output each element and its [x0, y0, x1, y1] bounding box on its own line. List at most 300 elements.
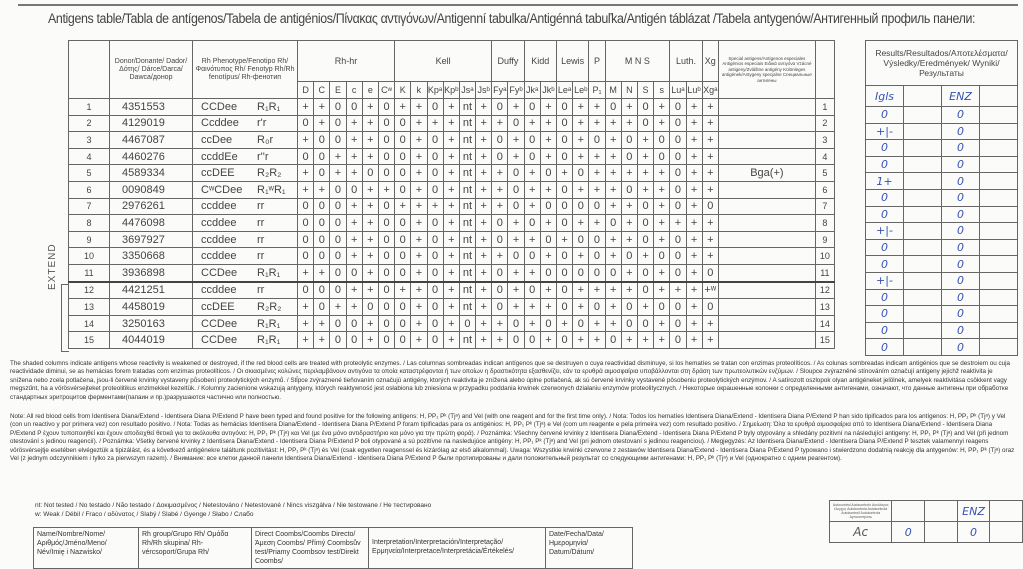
result-cell[interactable]	[904, 223, 942, 240]
antigen-value: 0	[508, 115, 524, 132]
result-cell[interactable]	[904, 239, 942, 256]
row-index: 8	[815, 215, 834, 232]
antigen-value: +	[362, 181, 378, 198]
result-cell[interactable]: 0	[866, 140, 904, 157]
antigen-value: +	[492, 198, 508, 215]
antigen-value: 0	[427, 299, 443, 316]
row-index: 15	[815, 332, 834, 349]
antigen-value: +	[557, 315, 573, 332]
antigen-value: 0	[395, 132, 411, 149]
antigen-value: 0	[508, 248, 524, 265]
special-antigen	[718, 282, 815, 299]
result-cell[interactable]	[904, 206, 942, 223]
results-column-label[interactable]: ENZ	[942, 86, 980, 107]
antigen-value: +	[476, 99, 492, 116]
antigen-value: 0	[378, 165, 394, 182]
antigen-value: +	[411, 299, 427, 316]
result-cell[interactable]: 0	[866, 256, 904, 273]
antigen-value: +	[427, 198, 443, 215]
result-cell[interactable]	[980, 140, 1018, 157]
results-table	[865, 40, 1018, 356]
donor-row	[69, 231, 835, 248]
antigen-value: 0	[378, 332, 394, 349]
row-number: 1	[69, 99, 110, 116]
results-column-label[interactable]	[980, 86, 1018, 107]
antigen-value: 0	[378, 148, 394, 165]
result-cell[interactable]: 0	[942, 322, 980, 339]
antigen-value: +	[476, 198, 492, 215]
autocontrol-label: Autocontrol Autocontrolo Αυτόλογος έλεγχος Autokontrola Autokontrola Autokontroll Autokontrola Аутоконтроль	[830, 501, 892, 522]
antigen-value: +	[702, 315, 718, 332]
result-cell[interactable]: 0	[942, 272, 980, 289]
antigen-value: +	[621, 282, 637, 299]
antigen-value: +	[654, 282, 670, 299]
antigen-value: 0	[427, 148, 443, 165]
antigen-value: 0	[395, 181, 411, 198]
antigen-value: +	[443, 115, 459, 132]
result-cell[interactable]: 0	[942, 339, 980, 356]
antigen-value: +	[508, 215, 524, 232]
antigen-value: +	[686, 181, 702, 198]
donor-id: 3350668	[110, 248, 193, 265]
antigen-value: nt	[459, 264, 475, 281]
antigen-value: 0	[557, 264, 573, 281]
result-cell[interactable]: 0	[942, 223, 980, 240]
antigen-value: 0	[670, 299, 686, 316]
antigen-value: +	[686, 198, 702, 215]
rh-phenotype-short: R₀r	[257, 132, 298, 149]
antigen-value: +	[605, 231, 621, 248]
rh-phenotype-short: rr	[257, 215, 298, 232]
antigen-value: 0	[670, 181, 686, 198]
results-row	[866, 156, 1018, 173]
antigen-value: 0	[378, 198, 394, 215]
result-cell[interactable]	[904, 123, 942, 140]
antigen-value: +	[573, 99, 589, 116]
result-cell[interactable]	[904, 272, 942, 289]
rh-phenotype: ccDEE	[193, 165, 258, 182]
antigen-value: +	[573, 115, 589, 132]
antigen-value: 0	[605, 332, 621, 349]
result-cell[interactable]: 0	[866, 206, 904, 223]
antigen-value: +	[702, 165, 718, 182]
donor-id: 3250163	[110, 315, 193, 332]
antigen-value: +	[637, 332, 653, 349]
rh-phenotype-short: rr	[257, 198, 298, 215]
antigen-value: +	[346, 115, 362, 132]
rh-phenotype: ccddee	[193, 282, 258, 299]
antigen-header: Luᵇ	[686, 82, 702, 99]
antigen-value: +	[395, 198, 411, 215]
antigen-value: +	[589, 148, 605, 165]
antigen-value: +	[686, 165, 702, 182]
antigen-value: +	[346, 231, 362, 248]
donor-row	[69, 181, 835, 198]
result-cell[interactable]: 1+	[866, 173, 904, 190]
row-number: 15	[69, 332, 110, 349]
antigen-value: 0	[573, 264, 589, 281]
antigen-value: +	[362, 231, 378, 248]
antigen-value: +	[476, 148, 492, 165]
result-cell[interactable]: 0	[866, 107, 904, 124]
result-cell[interactable]	[980, 322, 1018, 339]
results-row	[866, 206, 1018, 223]
row-index: 10	[815, 248, 834, 265]
antigen-value: 0	[395, 231, 411, 248]
results-row	[866, 339, 1018, 356]
antigen-value: 0	[492, 264, 508, 281]
antigen-value: +	[508, 99, 524, 116]
antigen-value: +	[508, 231, 524, 248]
antigen-value: +	[476, 115, 492, 132]
result-cell[interactable]: 0	[942, 289, 980, 306]
antigen-value: nt	[459, 282, 475, 299]
antigen-value: 0	[378, 231, 394, 248]
date-field[interactable]: Date/Fecha/Data/ Ημερομηνία/ Datum/Dátum/	[546, 528, 633, 569]
antigen-value: 0	[314, 215, 330, 232]
result-cell[interactable]	[980, 173, 1018, 190]
special-antigen	[718, 99, 815, 116]
antigen-value: +	[605, 181, 621, 198]
antigen-value: 0	[427, 315, 443, 332]
result-cell[interactable]	[980, 289, 1018, 306]
special-antigen	[718, 315, 815, 332]
antigen-value: +	[411, 198, 427, 215]
interpretation-field[interactable]: Interpretation/Interpretación/Interpretação/ Ερμηνεία/Interpretace/Interpretácia/Értékelés/	[369, 528, 546, 569]
rh-phenotype: ccDee	[193, 132, 258, 149]
antigen-value: 0	[362, 299, 378, 316]
antigen-value: nt	[459, 132, 475, 149]
result-cell[interactable]: 0	[942, 206, 980, 223]
antigen-value: 0	[621, 181, 637, 198]
antigen-value: +	[686, 115, 702, 132]
antigen-value: 0	[557, 332, 573, 349]
antigen-value: +	[508, 299, 524, 316]
antigen-value: 0	[670, 315, 686, 332]
result-cell[interactable]: 0	[942, 123, 980, 140]
row-index: 2	[815, 115, 834, 132]
result-cell[interactable]: 0	[942, 306, 980, 323]
antigen-value: +	[395, 282, 411, 299]
result-cell[interactable]	[980, 306, 1018, 323]
rh-phenotype: ccddEe	[193, 148, 258, 165]
antigen-value: +	[330, 148, 346, 165]
rh-phenotype: ccDEE	[193, 299, 258, 316]
antigen-value: +	[540, 215, 556, 232]
result-cell[interactable]	[904, 140, 942, 157]
antigen-value: 0	[395, 148, 411, 165]
antigen-value: +	[540, 181, 556, 198]
antigen-value: nt	[459, 165, 475, 182]
result-cell[interactable]	[980, 223, 1018, 240]
antigen-value: 0	[589, 264, 605, 281]
result-cell[interactable]: 0	[942, 156, 980, 173]
antigen-value: 0	[314, 132, 330, 149]
ac-top-3[interactable]: ENZ	[957, 501, 990, 522]
donor-row	[69, 248, 835, 265]
antigen-value: +	[411, 148, 427, 165]
rh-phenotype-short: R₁R₁	[257, 332, 298, 349]
antigen-value: 0	[573, 165, 589, 182]
antigen-value: 0	[330, 198, 346, 215]
antigen-value: 0	[637, 115, 653, 132]
result-cell[interactable]: 0	[866, 289, 904, 306]
result-cell[interactable]: 0	[866, 339, 904, 356]
antigen-value: 0	[346, 315, 362, 332]
special-antigen	[718, 248, 815, 265]
antigen-value: 0	[298, 282, 314, 299]
antigen-value: 0	[314, 248, 330, 265]
antigen-value: +	[492, 165, 508, 182]
donor-row	[69, 132, 835, 149]
antigen-value: 0	[330, 248, 346, 265]
antigen-value: 0	[378, 132, 394, 149]
result-cell[interactable]	[980, 189, 1018, 206]
antigen-value: 0	[508, 165, 524, 182]
antigen-value: +	[330, 299, 346, 316]
antigen-value: 0	[589, 198, 605, 215]
antigen-value: 0	[589, 299, 605, 316]
donor-row	[69, 282, 835, 299]
antigen-value: 0	[637, 99, 653, 116]
row-index: 4	[815, 148, 834, 165]
ac-top-2[interactable]	[925, 501, 958, 522]
antigen-value: 0	[621, 248, 637, 265]
antigen-value: +	[362, 315, 378, 332]
autocontrol-table	[829, 500, 1023, 543]
antigen-value: +	[524, 231, 540, 248]
antigen-value: 0	[314, 231, 330, 248]
result-cell[interactable]	[980, 206, 1018, 223]
result-cell[interactable]	[904, 173, 942, 190]
antigen-value: +	[524, 181, 540, 198]
results-row	[866, 140, 1018, 157]
antigen-value: 0	[330, 215, 346, 232]
antigen-value: nt	[459, 148, 475, 165]
antigen-value: 0	[654, 299, 670, 316]
rh-group-field[interactable]: Rh group/Grupo Rh/ Ομάδα Rh/Rh skupina/ Rh-vércsoport/Grupa Rh/	[139, 528, 252, 569]
results-row	[866, 107, 1018, 124]
ac-bottom-2[interactable]	[925, 522, 958, 543]
special-antigen	[718, 115, 815, 132]
result-cell[interactable]: 0	[942, 256, 980, 273]
antigen-value: +	[476, 332, 492, 349]
row-index: 12	[815, 282, 834, 299]
result-cell[interactable]: 0	[942, 189, 980, 206]
antigen-value: +	[573, 248, 589, 265]
antigen-value: +	[540, 99, 556, 116]
antigen-header: Xgᵃ	[702, 82, 718, 99]
result-cell[interactable]	[904, 289, 942, 306]
antigen-value: +	[589, 115, 605, 132]
group-duffy: Duffy	[492, 41, 524, 82]
antigen-value: +	[589, 282, 605, 299]
antigen-value: 0	[427, 282, 443, 299]
antigen-value: +	[411, 264, 427, 281]
result-cell[interactable]	[904, 107, 942, 124]
antigen-value: +	[443, 264, 459, 281]
result-cell[interactable]: 0	[866, 189, 904, 206]
antigen-value: +	[492, 315, 508, 332]
antigen-value: 0	[378, 299, 394, 316]
antigen-value: 0	[589, 132, 605, 149]
antigen-value: +	[395, 99, 411, 116]
antigen-header: Fyᵇ	[508, 82, 524, 99]
antigen-value: +	[346, 198, 362, 215]
result-cell[interactable]: 0	[942, 140, 980, 157]
result-cell[interactable]	[904, 256, 942, 273]
antigen-value: +	[686, 282, 702, 299]
antigen-value: +	[508, 148, 524, 165]
antigen-value: 0	[492, 132, 508, 149]
antigen-value: +	[686, 248, 702, 265]
result-cell[interactable]: +|-	[866, 272, 904, 289]
special-antigen	[718, 332, 815, 349]
antigen-value: +	[298, 299, 314, 316]
special-antigen	[718, 132, 815, 149]
antigen-value: +	[476, 215, 492, 232]
antigen-value: +	[476, 282, 492, 299]
result-cell[interactable]: 0	[942, 107, 980, 124]
special-antigen	[718, 215, 815, 232]
special-antigen	[718, 148, 815, 165]
antigen-value: 0	[378, 282, 394, 299]
antigen-value: +	[589, 165, 605, 182]
result-cell[interactable]	[904, 189, 942, 206]
row-index: 7	[815, 198, 834, 215]
antigen-value: +	[362, 115, 378, 132]
result-cell[interactable]	[980, 256, 1018, 273]
result-cell[interactable]	[980, 123, 1018, 140]
result-cell[interactable]	[980, 107, 1018, 124]
antigen-value: nt	[459, 99, 475, 116]
antigen-value: nt	[459, 181, 475, 198]
result-cell[interactable]: 0	[866, 322, 904, 339]
antigen-value: +	[524, 315, 540, 332]
antigen-value: +	[298, 315, 314, 332]
extend-label: EXTEND	[47, 243, 58, 290]
results-column-label[interactable]	[904, 86, 942, 107]
antigen-value: +	[362, 264, 378, 281]
antigen-value: +	[298, 181, 314, 198]
antigen-header: Jkᵇ	[540, 82, 556, 99]
antigen-value: +	[637, 165, 653, 182]
antigen-value: 0	[314, 299, 330, 316]
antigen-value: +	[573, 148, 589, 165]
result-cell[interactable]	[980, 239, 1018, 256]
antigen-value: +	[540, 332, 556, 349]
result-cell[interactable]	[904, 322, 942, 339]
antigen-value: +	[605, 315, 621, 332]
antigen-value: +	[476, 315, 492, 332]
direct-coombs-field[interactable]: Direct Coombs/Coombs Directo/Άμεση Coombs/ Přímý Coombsův test/Priamy Coombsov test/Direkt Coombs/	[252, 528, 369, 569]
antigen-value: +	[654, 181, 670, 198]
ac-bottom-3[interactable]: 0	[957, 522, 990, 543]
results-row	[866, 189, 1018, 206]
antigen-value: +	[702, 215, 718, 232]
antigen-value: +	[589, 332, 605, 349]
antigen-value: 0	[540, 198, 556, 215]
ac-top-4[interactable]	[990, 501, 1023, 522]
antigen-value: +	[573, 332, 589, 349]
result-cell[interactable]: +|-	[866, 223, 904, 240]
result-cell[interactable]	[980, 272, 1018, 289]
result-cell[interactable]	[904, 156, 942, 173]
results-column-label[interactable]: Igls	[866, 86, 904, 107]
ac-bottom-4[interactable]	[990, 522, 1023, 543]
antigen-value: +	[362, 248, 378, 265]
result-cell[interactable]: 0	[942, 239, 980, 256]
antigen-value: 0	[395, 248, 411, 265]
antigen-value: +	[702, 231, 718, 248]
result-cell[interactable]: 0	[942, 173, 980, 190]
special-antigen	[718, 299, 815, 316]
antigen-value: +	[702, 332, 718, 349]
antigen-value: 0	[378, 215, 394, 232]
abbr-not-tested: nt: Not tested / No testado / Não testado / Δοκιμασμένος / Netestováno / Netestované / Nincs viszgálva / Nie testowane / Не тестировано	[35, 502, 432, 509]
antigen-value: 0	[621, 299, 637, 316]
antigen-value: +	[508, 132, 524, 149]
antigen-value: 0	[459, 315, 475, 332]
result-cell[interactable]	[904, 306, 942, 323]
antigen-value: 0	[573, 198, 589, 215]
abbreviations	[35, 502, 431, 519]
results-row	[866, 306, 1018, 323]
antigen-value: +	[427, 115, 443, 132]
antigen-header: E	[330, 82, 346, 99]
result-cell[interactable]: +|-	[866, 123, 904, 140]
antigen-value: 0	[298, 198, 314, 215]
antigen-value: 0	[492, 99, 508, 116]
results-row	[866, 256, 1018, 273]
donor-id: 4589334	[110, 165, 193, 182]
row-index: 14	[815, 315, 834, 332]
antigen-value: +	[443, 248, 459, 265]
antigen-header: Leᵇ	[573, 82, 589, 99]
result-cell[interactable]: 0	[866, 156, 904, 173]
name-field[interactable]: Name/Nombre/Nome/ Αριθμός/Jméno/Meno/ Név/Imię i Nazwisko/	[34, 528, 139, 569]
antigen-value: 0	[524, 248, 540, 265]
antigen-value: 0	[670, 264, 686, 281]
antigen-value: 0	[540, 165, 556, 182]
antigen-value: +	[411, 248, 427, 265]
rh-phenotype: CCDee	[193, 99, 258, 116]
antigen-value: 0	[637, 315, 653, 332]
result-cell[interactable]: 0	[866, 239, 904, 256]
donor-row	[69, 332, 835, 349]
antigen-value: +	[346, 248, 362, 265]
antigen-value: 0	[362, 165, 378, 182]
rh-phenotype-short: R₁R₁	[257, 264, 298, 281]
result-cell[interactable]	[980, 339, 1018, 356]
antigen-value: 0	[378, 315, 394, 332]
ac-bottom-1[interactable]: 0	[892, 522, 925, 543]
antigen-value: 0	[589, 248, 605, 265]
result-cell[interactable]: 0	[866, 306, 904, 323]
antigen-value: +	[621, 215, 637, 232]
antigen-value: 0	[524, 132, 540, 149]
antigen-value: +	[702, 148, 718, 165]
result-cell[interactable]	[904, 339, 942, 356]
antigen-value: 0	[637, 282, 653, 299]
antigen-value: 0	[557, 181, 573, 198]
antigen-value: +	[411, 165, 427, 182]
result-cell[interactable]	[980, 156, 1018, 173]
antigen-value: +	[314, 315, 330, 332]
antigen-value: 0	[395, 332, 411, 349]
top-rule	[18, 4, 1018, 6]
ac-top-1[interactable]	[892, 501, 925, 522]
